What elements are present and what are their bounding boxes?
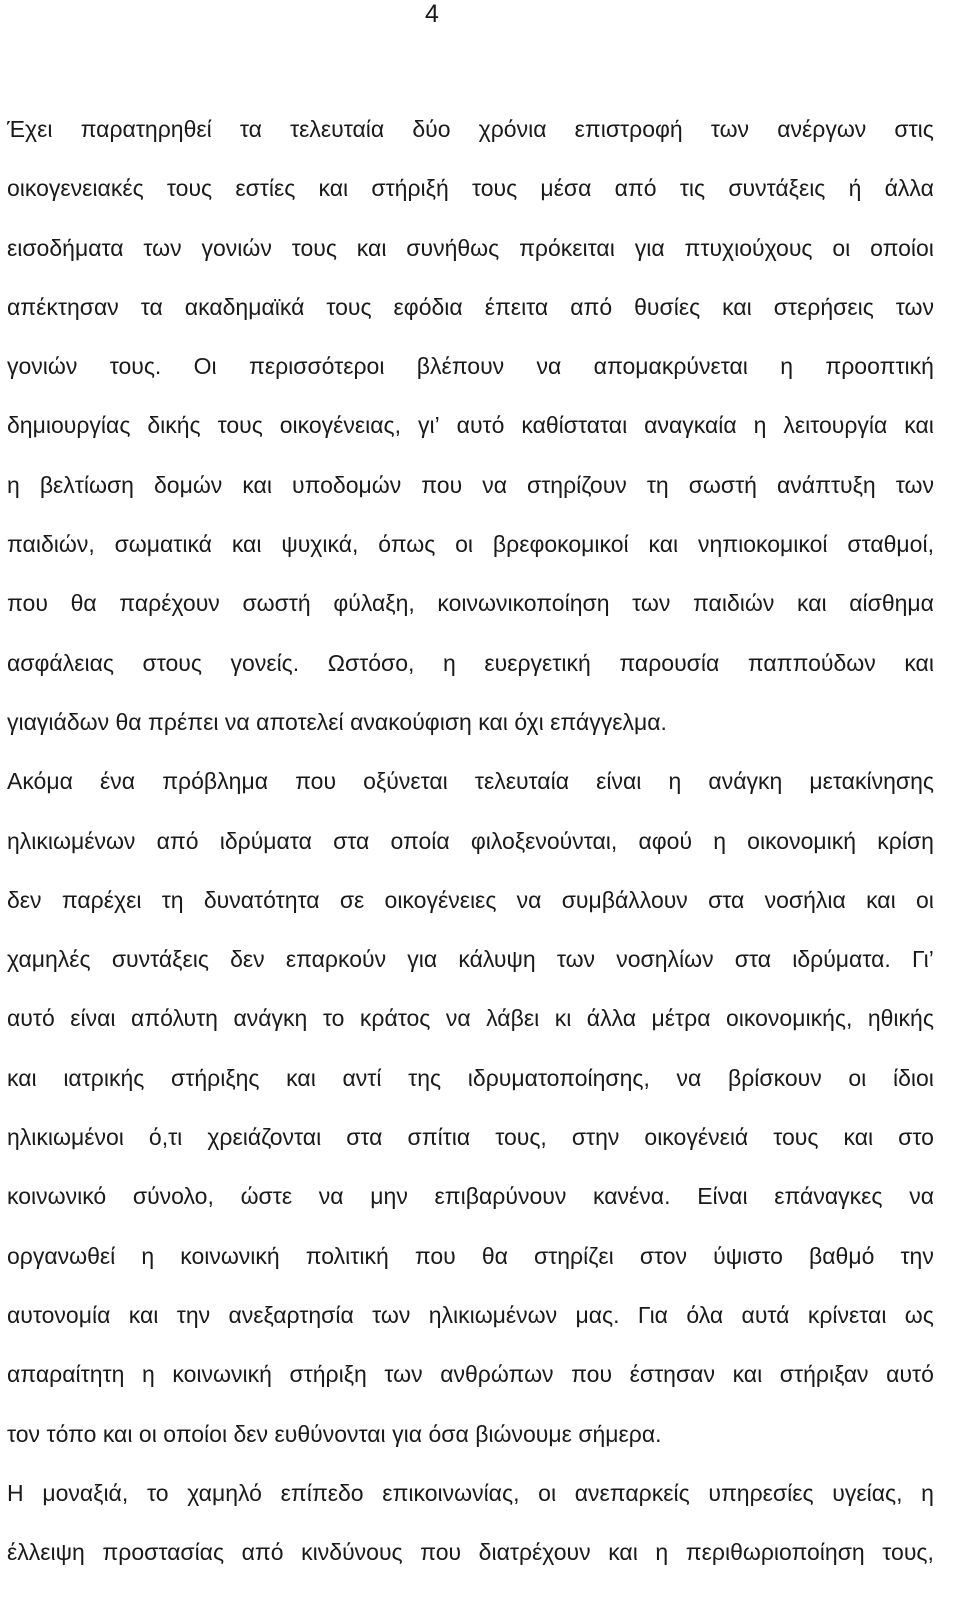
word: παιδιών, [7,531,95,558]
text-line [7,396,934,455]
word: βελτίωση [39,471,134,498]
word: που [414,1242,456,1269]
word: οικονομική [747,827,857,854]
word: παρατηρηθεί [80,116,212,142]
word: νοσηλίων [616,946,714,973]
word: αυτονομία [7,1301,111,1328]
word: να [536,353,562,380]
word: βλέπουν [416,353,505,380]
word: να [318,1183,344,1210]
word: τη [161,886,184,913]
text-line [7,159,934,218]
word: Η [7,1479,24,1506]
text-line [7,1523,934,1582]
word: των [372,1301,411,1328]
text-line [7,456,934,515]
paragraph [7,1464,934,1583]
word: αφού [638,827,693,854]
word: για [407,946,438,973]
word: και [478,708,508,735]
word: χρόνια [478,116,547,142]
word: ανακούφιση [350,708,472,735]
word: υποδομών [292,471,402,498]
word: παππούδων [747,649,876,676]
word: και [608,1539,638,1566]
word: επιστροφή [574,116,683,142]
word: των [710,116,750,142]
word: κρίνεται [807,1301,887,1328]
word: μην [370,1183,408,1210]
word: τα [239,116,262,142]
word: σε [339,886,365,913]
word: και [732,1361,763,1388]
word: Έχει [7,116,53,142]
word: αυτό [456,412,505,439]
word: από [156,827,199,854]
word: όχι [514,708,544,735]
word: Ωστόσο, [327,649,415,676]
word: ένα [100,768,136,795]
word: επαρκούν [285,946,387,973]
word: μας. [575,1301,620,1328]
text-line [7,1108,934,1167]
word: η [141,1242,155,1269]
word: προστασίας [102,1539,225,1566]
text-line [7,337,934,396]
word: ανθρώπων [440,1361,554,1388]
word: κοινωνικοποίηση [437,590,610,617]
word: ανάγκη [708,768,783,795]
word: των [895,471,934,498]
word: οικονομικής, [726,1005,853,1032]
word: κανένα. [593,1183,671,1210]
text-line [7,930,934,989]
word: στήριξή [371,175,449,202]
word: γονιών [7,353,78,380]
word: κινδύνους [301,1539,403,1566]
word: και [843,1124,874,1151]
word: νοσήλια [764,886,846,913]
word: την [900,1242,934,1269]
text-line [7,752,934,811]
word: η [713,827,727,854]
word: έστησαν [629,1361,715,1388]
word: υγείας, [832,1479,903,1506]
text-line [7,219,934,278]
word: των [895,293,934,320]
word: σωστή [242,590,311,617]
text-line [7,634,934,693]
word: ύψιστο [713,1242,783,1269]
word: ιατρικής [63,1064,145,1091]
word: επάναγκες [774,1183,883,1210]
text-line [7,515,934,574]
word: οι [538,1479,557,1506]
word: συντάξεις [111,946,209,973]
word: και [722,293,752,320]
word: γιαγιάδων [7,708,110,735]
word: για [392,1420,423,1447]
word: ανάπτυξη [777,471,876,498]
word: οι [138,1420,157,1447]
text-line [7,1405,934,1464]
word: μέσα [540,175,592,202]
word: τους [166,175,213,202]
word: φύλαξη, [333,590,415,617]
text-line [7,1464,934,1523]
text-line [7,812,934,871]
word: τους [291,234,337,261]
word: δεν [7,886,42,913]
word: νηπιοκομικοί [697,531,828,558]
word: προοπτική [825,353,934,380]
word: τους, [882,1539,934,1566]
word: περισσότεροι [248,353,385,380]
word: σταθμοί, [847,531,934,558]
word: ώστε [240,1183,293,1210]
word: ηλικιωμένοι [7,1124,124,1151]
word: Είναι [697,1183,748,1210]
word: ή [848,175,862,202]
word: για [634,234,665,261]
word: στην [571,1124,620,1151]
word: ασφάλειας [7,649,114,676]
word: στο [898,1124,934,1151]
word: και [318,175,349,202]
word: συμβάλλουν [561,886,688,913]
word: παρουσία [619,649,720,676]
word: στα [346,1124,383,1151]
word: αποτελεί [256,708,344,735]
text-line [7,1227,934,1286]
word: ηλικιωμένων [7,827,136,854]
word: είναι [70,1005,116,1032]
word: ευθύνονται [274,1420,386,1447]
word: θυσίες [634,293,701,320]
word: κρίση [877,827,934,854]
word: και [286,1064,316,1091]
word: στα [333,827,370,854]
word: στα [708,886,745,913]
word: δυνατότητα [203,886,320,913]
word: τους [773,1124,819,1151]
word: παρέχουν [119,590,220,617]
word: να [516,886,542,913]
word: οξύνεται [363,768,448,795]
word: τους [326,293,372,320]
word: θα [481,1242,508,1269]
word: να [909,1183,934,1210]
text-line [7,1049,934,1108]
word: η [7,471,20,498]
word: επικοινωνίας, [382,1479,520,1506]
word: των [384,1361,423,1388]
word: όπως [378,531,436,558]
word: τελευταία [474,768,569,795]
word: η [921,1479,934,1506]
word: η [655,1539,669,1566]
word: πρόκειται [519,234,615,261]
word: και [796,590,827,617]
word: γι’ [417,412,440,439]
word: μετακίνησης [809,768,934,795]
word: οι [915,886,934,913]
word: θα [115,708,142,735]
word: από [241,1539,284,1566]
word: να [224,708,250,735]
word: στερήσεις [773,293,874,320]
word: στον [639,1242,688,1269]
word: στηρίζει [533,1242,614,1269]
text-line [7,1167,934,1226]
word: και [356,234,387,261]
word: ακαδημαϊκά [184,293,305,320]
word: τους. [109,353,162,380]
word: η [442,649,456,676]
word: άλλα [884,175,934,202]
text-line [7,989,934,1048]
word: τη [646,471,669,498]
word: μοναξιά, [42,1479,129,1506]
word: σωματικά [114,531,212,558]
page-number: 4 [425,0,439,28]
word: ευεργετική [484,649,591,676]
word: χρειάζονται [207,1124,322,1151]
word: που [571,1361,613,1388]
word: που [421,471,463,498]
word: επίπεδο [280,1479,364,1506]
word: Γι’ [912,946,934,973]
text-line [7,100,934,159]
word: δικής [147,412,201,439]
word: μέτρα [651,1005,711,1032]
word: και [866,886,896,913]
word: να [676,1064,702,1091]
word: να [445,1005,471,1032]
word: οικογένειες [384,886,497,913]
word: οργανωθεί [7,1242,116,1269]
paragraph [7,752,934,1464]
word: εστίες [235,175,296,202]
word: όλα [686,1301,724,1328]
text-line [7,693,934,752]
word: πρέπει [148,708,219,735]
word: ανέργων [777,116,867,142]
word: κάλυψη [458,946,536,973]
text-line [7,1286,934,1345]
word: ιδρύματα [219,827,312,854]
word: σπίτια [407,1124,471,1151]
text-line [7,1345,934,1404]
word: κοινωνική [180,1242,280,1269]
word: των [556,946,596,973]
word: στήριξης [171,1064,260,1091]
word: στήριξαν [779,1361,869,1388]
word: ιδρυματοποίησης, [467,1064,650,1091]
word: η [753,412,767,439]
word: τους [471,175,518,202]
word: Για [637,1301,668,1328]
word: ψυχικά, [281,531,359,558]
word: που [420,1539,462,1566]
word: τελευταία [290,116,385,142]
word: ανεξαρτησία [228,1301,354,1328]
word: τόπο [46,1420,97,1447]
word: ανεπαρκείς [574,1479,690,1506]
word: και [648,531,679,558]
word: σύνολο, [132,1183,214,1210]
word: επάγγελμα. [550,708,667,735]
word: ίδιοι [892,1064,934,1091]
word: κοινωνική [172,1361,272,1388]
word: παρέχει [61,886,142,913]
word: και [128,1301,159,1328]
word: δημιουργίας [7,412,131,439]
word: η [668,768,682,795]
word: ηλικιωμένων [428,1301,558,1328]
word: οικογενειακές [7,175,144,202]
word: δομών [153,471,223,498]
word: περιθωριοποίηση [685,1539,865,1566]
word: σήμερα. [578,1420,662,1447]
word: οικογένειας, [279,412,402,439]
word: τους, [495,1124,547,1151]
word: λειτουργία [783,412,888,439]
word: Οι [193,353,217,380]
word: χαμηλές [7,946,91,973]
word: στις [894,116,934,142]
word: από [614,175,657,202]
word: κι [554,1005,572,1032]
word: οι [455,531,474,558]
word: οικογένειά [644,1124,749,1151]
word: υπηρεσίες [708,1479,814,1506]
word: ηθικής [867,1005,934,1032]
word: τα [140,293,163,320]
word: να [482,471,507,498]
word: γονείς. [230,649,300,676]
word: στήριξη [289,1361,367,1388]
body-text [7,100,934,1582]
word: αυτά [741,1301,790,1328]
text-line [7,278,934,337]
word: παιδιών [693,590,775,617]
word: δύο [412,116,451,142]
word: στους [142,649,202,676]
word: δεν [233,1420,269,1447]
word: και [102,1420,133,1447]
word: δεν [230,946,265,973]
word: εισοδήματα [7,234,124,261]
word: βαθμό [809,1242,875,1269]
paragraph [7,100,934,752]
word: εφόδια [393,293,463,320]
word: κράτος [359,1005,431,1032]
word: και [7,1064,37,1091]
word: ως [904,1301,934,1328]
text-line [7,574,934,633]
word: επιβαρύνουν [434,1183,567,1210]
word: απόλυτη [131,1005,218,1032]
word: απέκτησαν [7,293,119,320]
word: των [632,590,671,617]
word: της [408,1064,442,1091]
word: συντάξεις [728,175,826,202]
word: στα [734,946,772,973]
word: βιώνουμε [475,1420,572,1447]
word: που [295,768,337,795]
word: οποία [390,827,450,854]
word: καθίσταται [521,412,628,439]
word: και [231,531,262,558]
word: και [904,649,934,676]
word: έπειτα [484,293,549,320]
word: αίσθημα [849,590,934,617]
word: ανάγκη [233,1005,308,1032]
word: αυτό [886,1361,934,1388]
word: άλλα [586,1005,637,1032]
word: την [176,1301,211,1328]
word: αντί [342,1064,382,1091]
word: οι [848,1064,867,1091]
word: η [141,1361,155,1388]
word: όσα [428,1420,469,1447]
word: διατρέχουν [478,1539,591,1566]
word: αυτό [7,1005,55,1032]
word: κοινωνικό [7,1183,107,1210]
word: πτυχιούχους [684,234,813,261]
word: απομακρύνεται [593,353,748,380]
word: τους [217,412,263,439]
word: Ακόμα [7,768,73,795]
word: των [143,234,182,261]
word: ιδρύματα. [792,946,891,973]
word: σωστή [688,471,757,498]
word: το [322,1005,345,1032]
word: οποίοι [870,234,934,261]
word: τον [7,1420,41,1447]
word: και [242,471,272,498]
word: βρίσκουν [727,1064,822,1091]
word: οι [832,234,851,261]
word: λάβει [486,1005,540,1032]
word: συνήθως [406,234,500,261]
word: και [904,412,934,439]
word: ό,τι [148,1124,183,1151]
word: γονιών [201,234,272,261]
text-line [7,871,934,930]
word: χαμηλό [187,1479,262,1506]
word: οποίοι [163,1420,228,1447]
word: θα [70,590,97,617]
word: έλλειψη [7,1539,85,1566]
word: πρόβλημα [162,768,269,795]
word: που [7,590,48,617]
word: στηρίζουν [527,471,627,498]
word: η [780,353,794,380]
word: το [146,1479,169,1506]
word: απαραίτητη [7,1361,125,1388]
word: φιλοξενούνται, [470,827,618,854]
word: πολιτική [305,1242,389,1269]
word: είναι [596,768,642,795]
word: αναγκαία [644,412,737,439]
word: τις [679,175,706,202]
word: από [570,293,613,320]
word: βρεφοκομικοί [492,531,629,558]
